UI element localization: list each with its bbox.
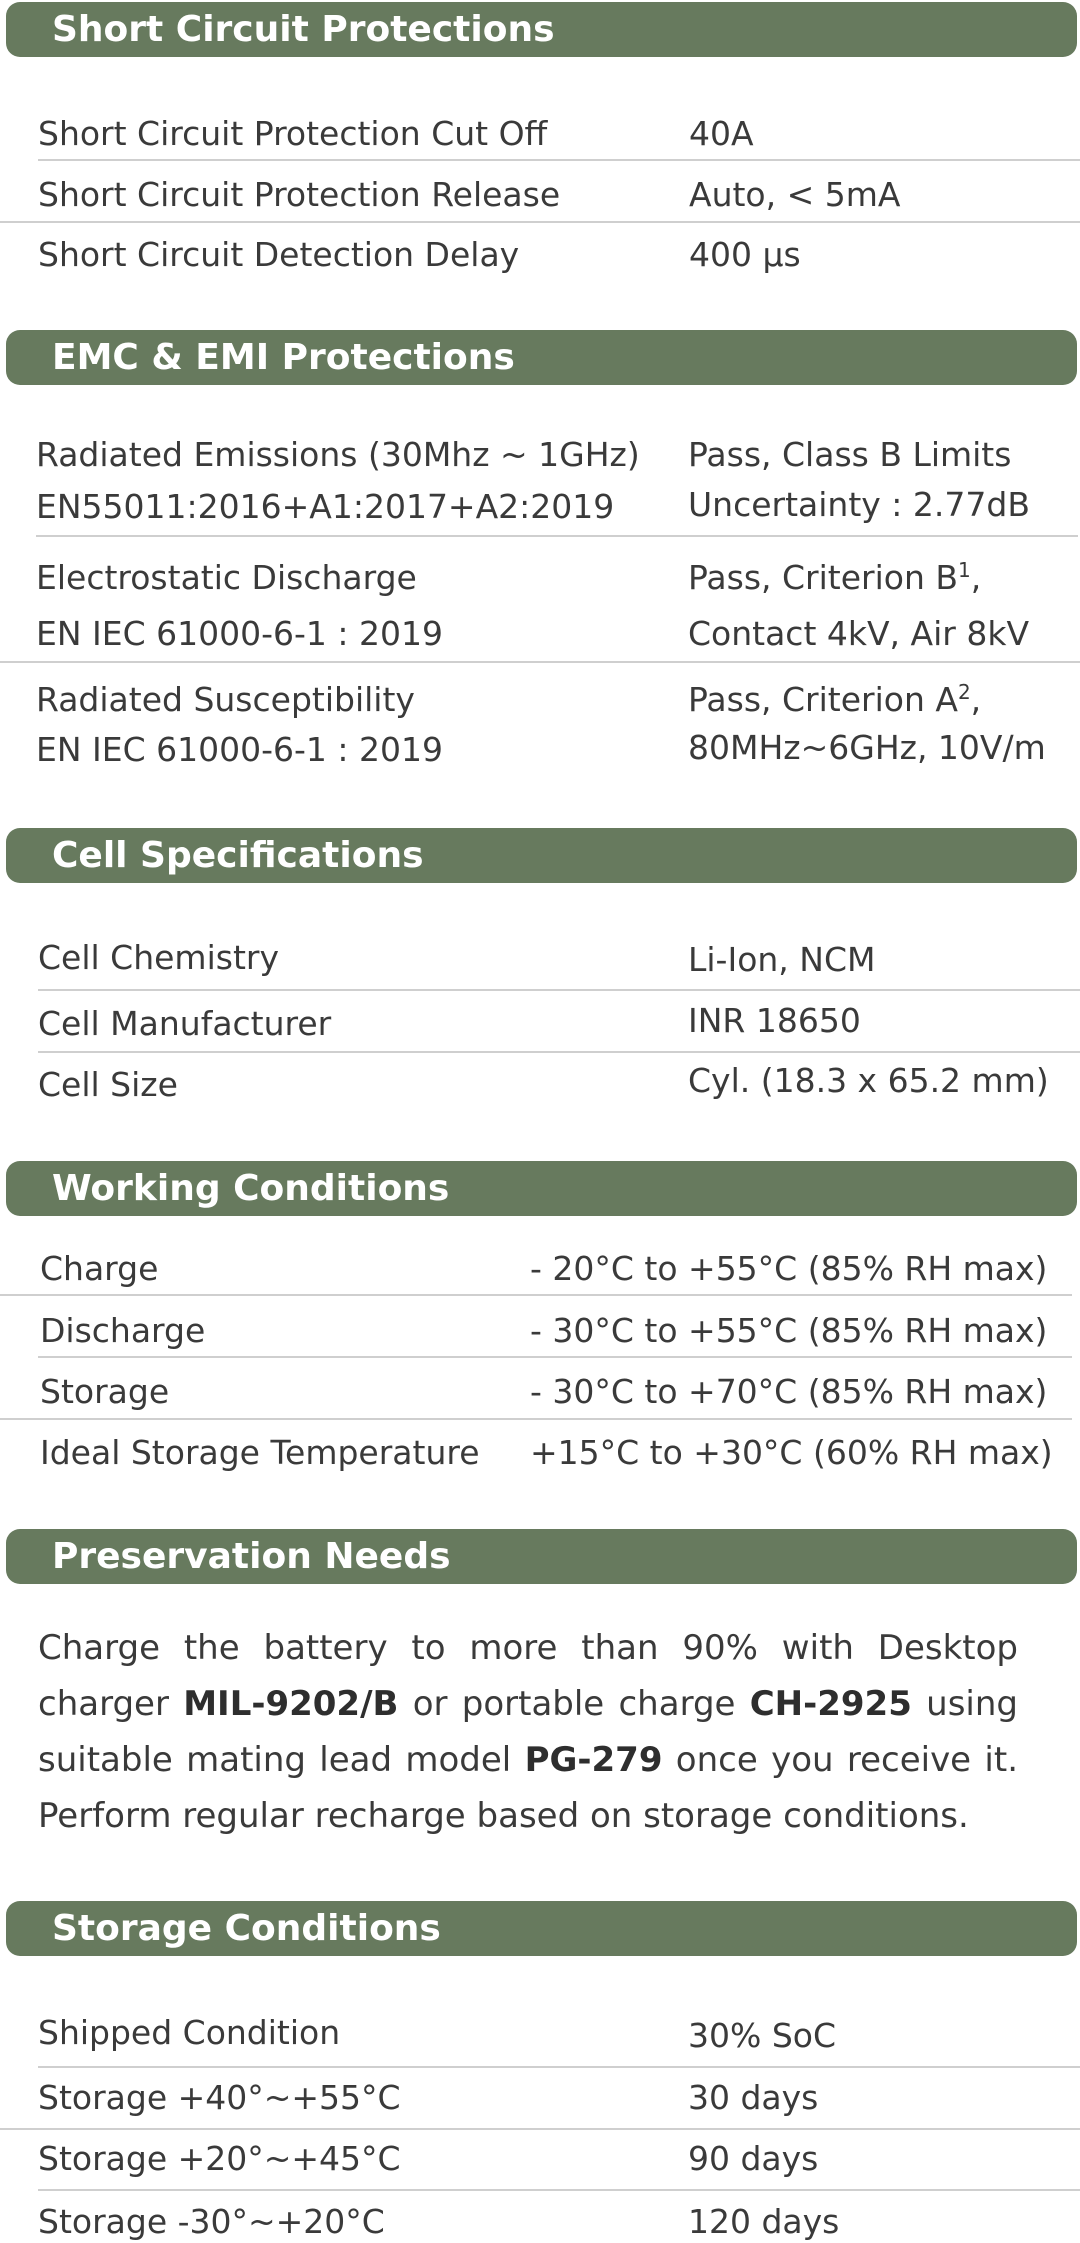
preservation-text: Charge the battery to more than 90% with Desktop charger MIL-9202/B or portable charge CH-2925 using suitable mating lead model PG-279 once you receive it. Perform regular recharge based on storage conditions. bbox=[38, 1628, 1018, 1836]
lead-model: PG-279 bbox=[524, 1740, 663, 1780]
row-value: 30% SoC bbox=[688, 2016, 837, 2055]
row-label-standard: EN55011:2016+A1:2017+A2:2019 bbox=[36, 487, 615, 526]
row-value: Uncertainty : 2.77dB bbox=[688, 485, 1030, 524]
row-label: Radiated Susceptibility bbox=[36, 680, 415, 719]
row-value: Contact 4kV, Air 8kV bbox=[688, 614, 1030, 653]
section-header-preservation: Preservation Needs bbox=[6, 1529, 1077, 1584]
section-header-working: Working Conditions bbox=[6, 1161, 1077, 1216]
row-value: Li-Ion, NCM bbox=[688, 940, 876, 979]
row-value: INR 18650 bbox=[688, 1001, 861, 1040]
charger-model: CH-2925 bbox=[749, 1684, 912, 1724]
row-value: 80MHz~6GHz, 10V/m bbox=[688, 728, 1046, 767]
footnote-marker: 1 bbox=[958, 558, 971, 582]
row-divider bbox=[38, 989, 1080, 991]
section-header-cell: Cell Specifications bbox=[6, 828, 1077, 883]
row-label: Short Circuit Protection Cut Off bbox=[38, 114, 548, 153]
row-divider bbox=[0, 1294, 1072, 1296]
row-label: Cell Chemistry bbox=[38, 938, 279, 977]
row-label: Storage -30°~+20°C bbox=[38, 2202, 385, 2241]
row-divider bbox=[36, 535, 1078, 537]
row-label: Storage +20°~+45°C bbox=[38, 2139, 401, 2178]
row-value: - 30°C to +55°C (85% RH max) bbox=[530, 1311, 1048, 1350]
row-value: 120 days bbox=[688, 2202, 840, 2241]
row-label: Radiated Emissions (30Mhz ~ 1GHz) bbox=[36, 435, 640, 474]
section-header-storage: Storage Conditions bbox=[6, 1901, 1077, 1956]
row-label: Shipped Condition bbox=[38, 2013, 341, 2052]
row-label: Charge bbox=[40, 1249, 159, 1288]
row-value: +15°C to +30°C (60% RH max) bbox=[530, 1433, 1053, 1472]
charger-model: MIL-9202/B bbox=[183, 1684, 399, 1724]
row-value: Cyl. (18.3 x 65.2 mm) bbox=[688, 1061, 1049, 1100]
row-divider bbox=[38, 2066, 1080, 2068]
row-value: Auto, < 5mA bbox=[689, 175, 901, 214]
footnote-marker: 2 bbox=[957, 680, 971, 704]
row-label: Short Circuit Protection Release bbox=[38, 175, 561, 214]
section-header-short-circuit: Short Circuit Protections bbox=[6, 2, 1077, 57]
section-header-emc: EMC & EMI Protections bbox=[6, 330, 1077, 385]
row-value: 40A bbox=[689, 114, 754, 153]
row-value: Pass, Class B Limits bbox=[688, 435, 1012, 474]
row-value: - 30°C to +70°C (85% RH max) bbox=[530, 1372, 1048, 1411]
row-value: Pass, Criterion $B^1$, bbox=[688, 558, 982, 597]
row-label-standard: EN IEC 61000-6-1 : 2019 bbox=[36, 730, 444, 769]
row-divider bbox=[38, 2189, 1080, 2191]
row-value: 90 days bbox=[688, 2139, 819, 2178]
row-label-standard: EN IEC 61000-6-1 : 2019 bbox=[36, 614, 444, 653]
row-value: 400 µs bbox=[689, 235, 801, 274]
row-label: Short Circuit Detection Delay bbox=[38, 235, 520, 274]
row-value: - 20°C to +55°C (85% RH max) bbox=[530, 1249, 1048, 1288]
row-divider bbox=[0, 1418, 1072, 1420]
row-label: Cell Size bbox=[38, 1065, 178, 1104]
row-label: Ideal Storage Temperature bbox=[40, 1433, 480, 1472]
row-divider bbox=[0, 661, 1080, 663]
row-divider bbox=[38, 1356, 1072, 1358]
row-divider bbox=[38, 159, 1080, 161]
row-divider bbox=[0, 221, 1080, 223]
row-value: Pass, Criterion $A^2$, bbox=[688, 680, 982, 719]
row-label: Electrostatic Discharge bbox=[36, 558, 417, 597]
row-label: Storage +40°~+55°C bbox=[38, 2078, 401, 2117]
row-divider bbox=[38, 1051, 1080, 1053]
row-label: Cell Manufacturer bbox=[38, 1004, 332, 1043]
row-value: 30 days bbox=[688, 2078, 819, 2117]
row-label: Storage bbox=[40, 1372, 170, 1411]
row-label: Discharge bbox=[40, 1311, 206, 1350]
row-divider bbox=[0, 2128, 1080, 2130]
